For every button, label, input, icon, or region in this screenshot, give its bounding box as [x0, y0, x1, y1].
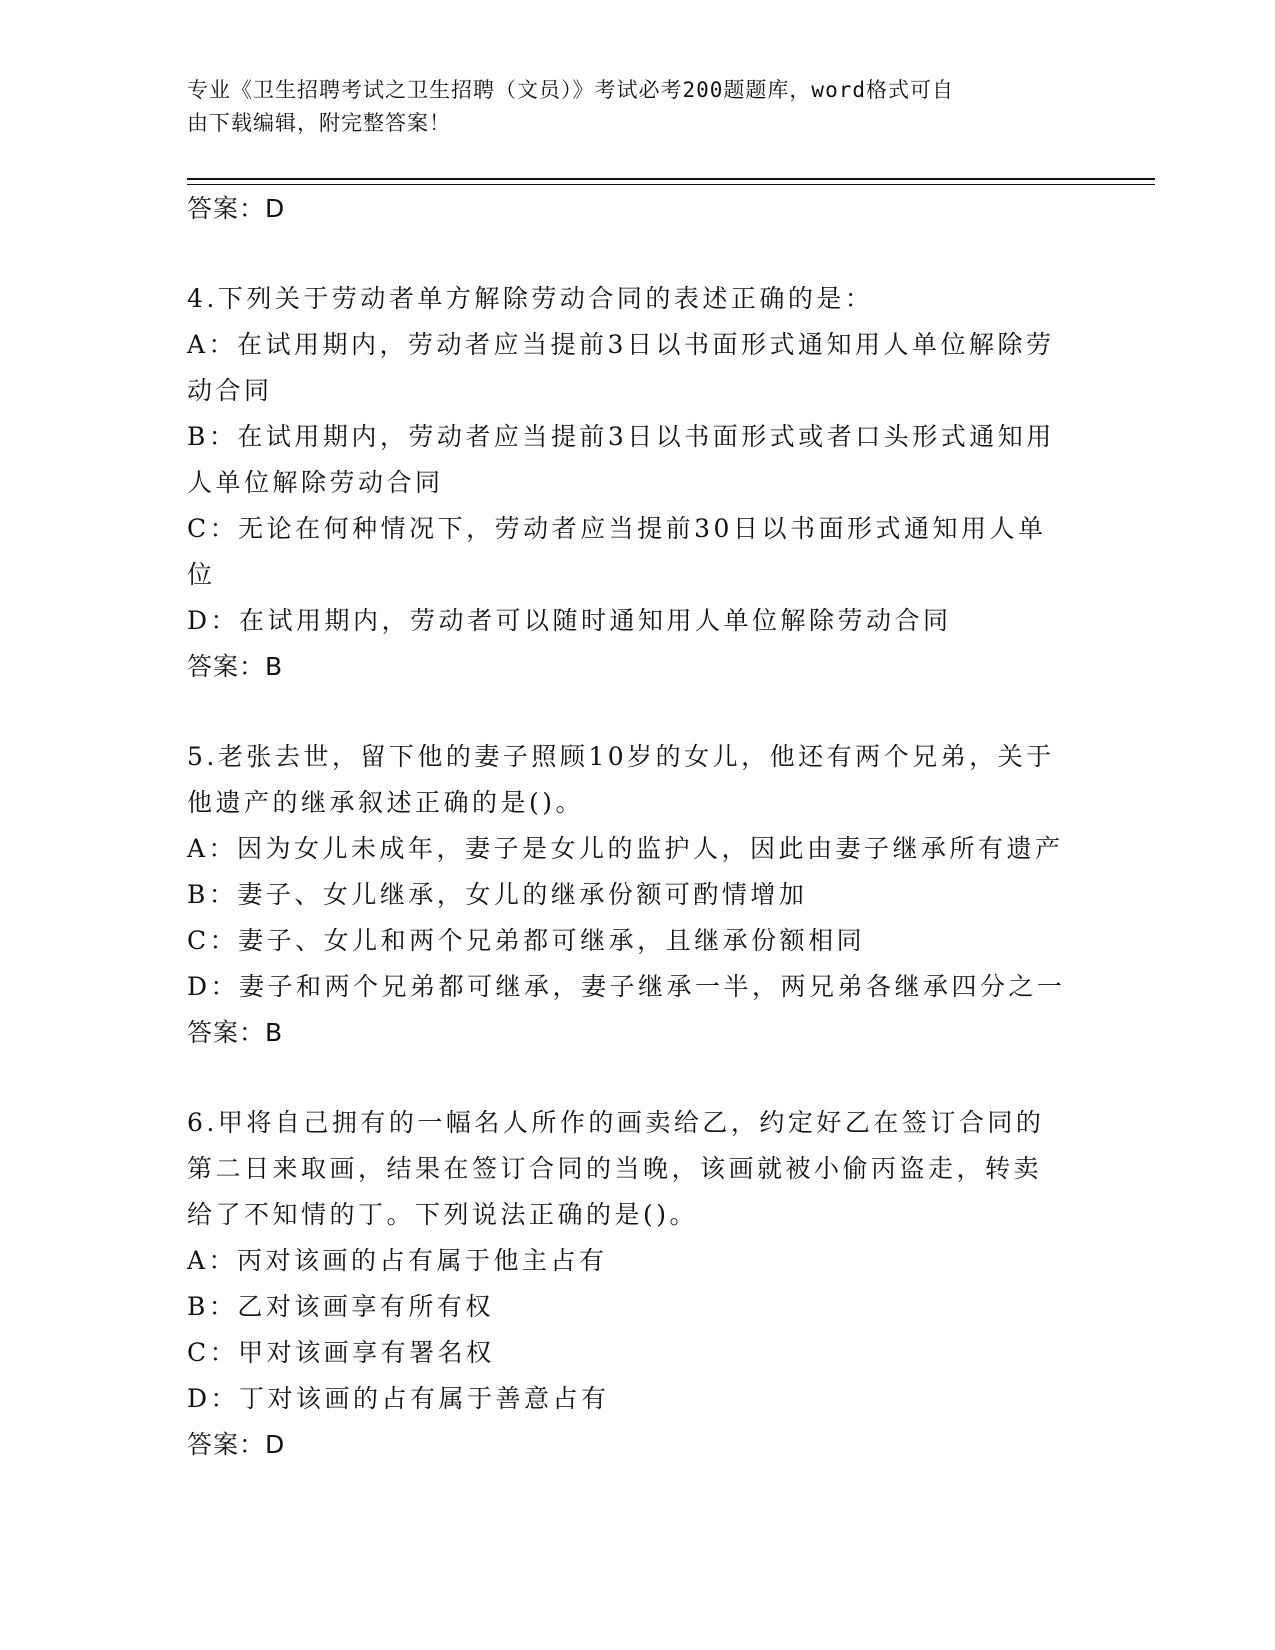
answer-line: 答案：D	[187, 194, 286, 223]
option-d: D：在试用期内，劳动者可以随时通知用人单位解除劳动合同	[187, 606, 952, 635]
header-divider-thin	[187, 184, 1155, 185]
question-stem-line-3: 给了不知情的丁。下列说法正确的是()。	[187, 1200, 699, 1229]
option-c-line-2: 位	[187, 560, 216, 589]
option-d: D：丁对该画的占有属于善意占有	[187, 1384, 610, 1413]
header-line-2: 由下载编辑，附完整答案！	[187, 111, 451, 135]
option-b-line-2: 人单位解除劳动合同	[187, 468, 444, 497]
answer-line: 答案：B	[187, 652, 284, 681]
answer-line: 答案：D	[187, 1430, 286, 1459]
option-d: D：妻子和两个兄弟都可继承，妻子继承一半，两兄弟各继承四分之一	[187, 972, 1066, 1001]
header-divider-thick	[187, 178, 1155, 180]
option-a-line-1: A：在试用期内，劳动者应当提前3日以书面形式通知用人单位解除劳	[187, 330, 1055, 359]
option-c: C：妻子、女儿和两个兄弟都可继承，且继承份额相同	[187, 926, 866, 955]
question-6	[187, 1100, 1087, 1468]
header-line-1: 专业《卫生招聘考试之卫生招聘（文员）》考试必考200题题库，word格式可自	[187, 78, 954, 102]
question-stem-line-1: 6.甲将自己拥有的一幅名人所作的画卖给乙，约定好乙在签订合同的	[187, 1108, 1045, 1137]
option-b: B：妻子、女儿继承，女儿的继承份额可酌情增加	[187, 880, 808, 909]
question-4	[187, 276, 1087, 690]
option-a-line-2: 动合同	[187, 376, 273, 405]
option-c: C：甲对该画享有署名权	[187, 1338, 495, 1367]
option-c-line-1: C：无论在何种情况下，劳动者应当提前30日以书面形式通知用人单	[187, 514, 1047, 543]
answer-block-prev	[187, 186, 1087, 232]
option-a: A：丙对该画的占有属于他主占有	[187, 1246, 608, 1275]
option-b-line-1: B：在试用期内，劳动者应当提前3日以书面形式或者口头形式通知用	[187, 422, 1055, 451]
question-stem-line-2: 他遗产的继承叙述正确的是()。	[187, 788, 585, 817]
question-stem: 4.下列关于劳动者单方解除劳动合同的表述正确的是：	[187, 284, 874, 313]
question-list	[187, 186, 1087, 1512]
question-5	[187, 734, 1087, 1056]
question-stem-line-2: 第二日来取画，结果在签订合同的当晚，该画就被小偷丙盗走，转卖	[187, 1154, 1043, 1183]
answer-line: 答案：B	[187, 1018, 284, 1047]
page-header	[187, 74, 1067, 140]
option-b: B：乙对该画享有所有权	[187, 1292, 494, 1321]
option-a: A：因为女儿未成年，妻子是女儿的监护人，因此由妻子继承所有遗产	[187, 834, 1064, 863]
question-stem-line-1: 5.老张去世，留下他的妻子照顾10岁的女儿，他还有两个兄弟，关于	[187, 742, 1055, 771]
